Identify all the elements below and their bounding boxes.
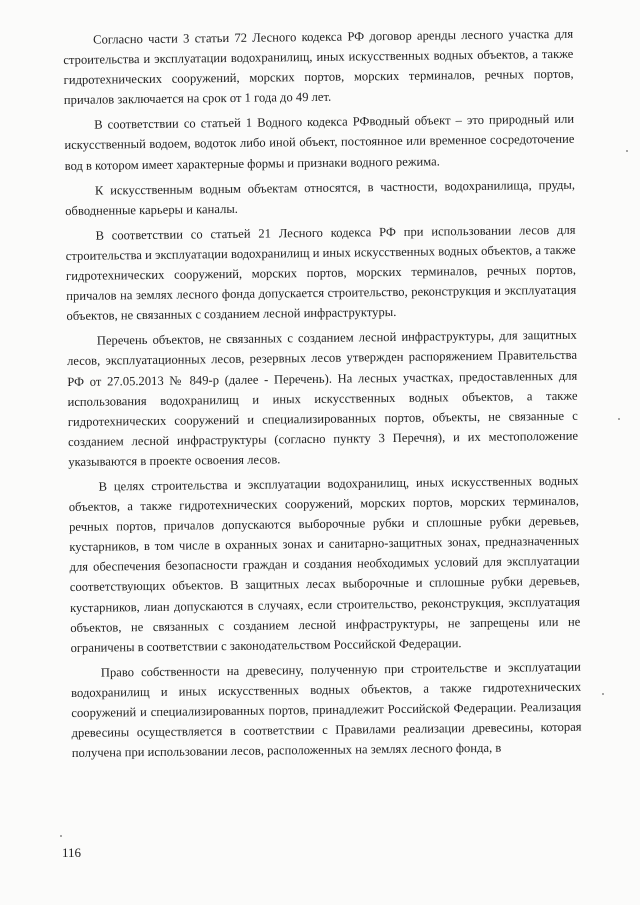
paragraph-objects-list: Перечень объектов, не связанных с созданием лесной инфраструктуры, для защитных лесов, эксплуатационных лесов, резервных лесов утвержден распоряжением Правительства РФ от 27.05.2013 № 849-р (далее - Перечень). На лесных участках, предоставленных для использования водохранилищ и иных искусственных водных объектов, а также гидротехнических сооружений и специализированных портов, объекты, не связанные с созданием лесной инфраструктуры (согласно пункту 3 Перечня), и их местоположение указываются в проекте освоения лесов.: [66, 328, 579, 469]
body-text: [63, 24, 582, 768]
scan-speck: [618, 418, 620, 420]
paragraph-water-object-definition: В соответствии со статьей 1 Водного кодекса РФводный объект – это природный или искусственный водоем, водоток либо иной объект, постоянное или временное сосредоточение вод в котором имеет характерные формы и признаки водного режима.: [64, 112, 575, 173]
scan-speck: [60, 835, 62, 837]
scan-speck: [626, 150, 628, 152]
paragraph-article-21: В соответствии со статьей 21 Лесного кодекса РФ при использовании лесов для строительства и эксплуатации водохранилищ и иных искусственных водных объектов, а также гидротехнических сооружений, морских портов, морских терминалов, речных портов, причалов на землях лесного фонда допускается строительство, реконструкция и эксплуатация объектов, не связанных с созданием лесной инфраструктуры.: [65, 222, 577, 324]
paragraph-lease-term: Согласно части 3 статьи 72 Лесного кодекса РФ договор аренды лесного участка для строительства и эксплуатации водохранилищ, иных искусственных водных объектов, а также гидротехнических сооружений, морских портов, морских терминалов, речных портов, причалов заключается на срок от 1 года до 49 лет.: [63, 26, 574, 108]
paragraph-felling: В целях строительства и эксплуатации водохранилищ, иных искусственных водных объектов, а также гидротехнических сооружений, морских портов, морских терминалов, речных портов, причалов допускаются выборочные рубки и сплошные рубки деревьев, кустарников, в том числе в охранных зонах и санитарно-защитных зонах, предназначенных для обеспечения безопасности граждан и создания необходимых условий для эксплуатации соответствующих объектов. В защитных лесах выборочные и сплошные рубки деревьев, кустарников, лиан допускаются в случаях, если строительство, реконструкция, эксплуатация объектов, не связанных с созданием лесной инфраструктуры, не запрещены или не ограничены в соответствии с законодательством Российской Федерации.: [68, 473, 581, 655]
page-number: 116: [62, 845, 82, 860]
scan-speck: [602, 693, 604, 695]
paragraph-artificial-water-objects: К искусственным водным объектам относятся, в частности, водохранилища, пруды, обводненные карьеры и каналы.: [65, 177, 576, 218]
paragraph-timber-ownership: Право собственности на древесину, полученную при строительстве и эксплуатации водохранилищ и иных искусственных водных объектов, а также гидротехнических сооружений и специализированных портов, принадлежит Российской Федерации. Реализация древесины осуществляется в соответствии с Правилами реализации древесины, которая получена при использовании лесов, расположенных на землях лесного фонда, в: [71, 659, 582, 761]
